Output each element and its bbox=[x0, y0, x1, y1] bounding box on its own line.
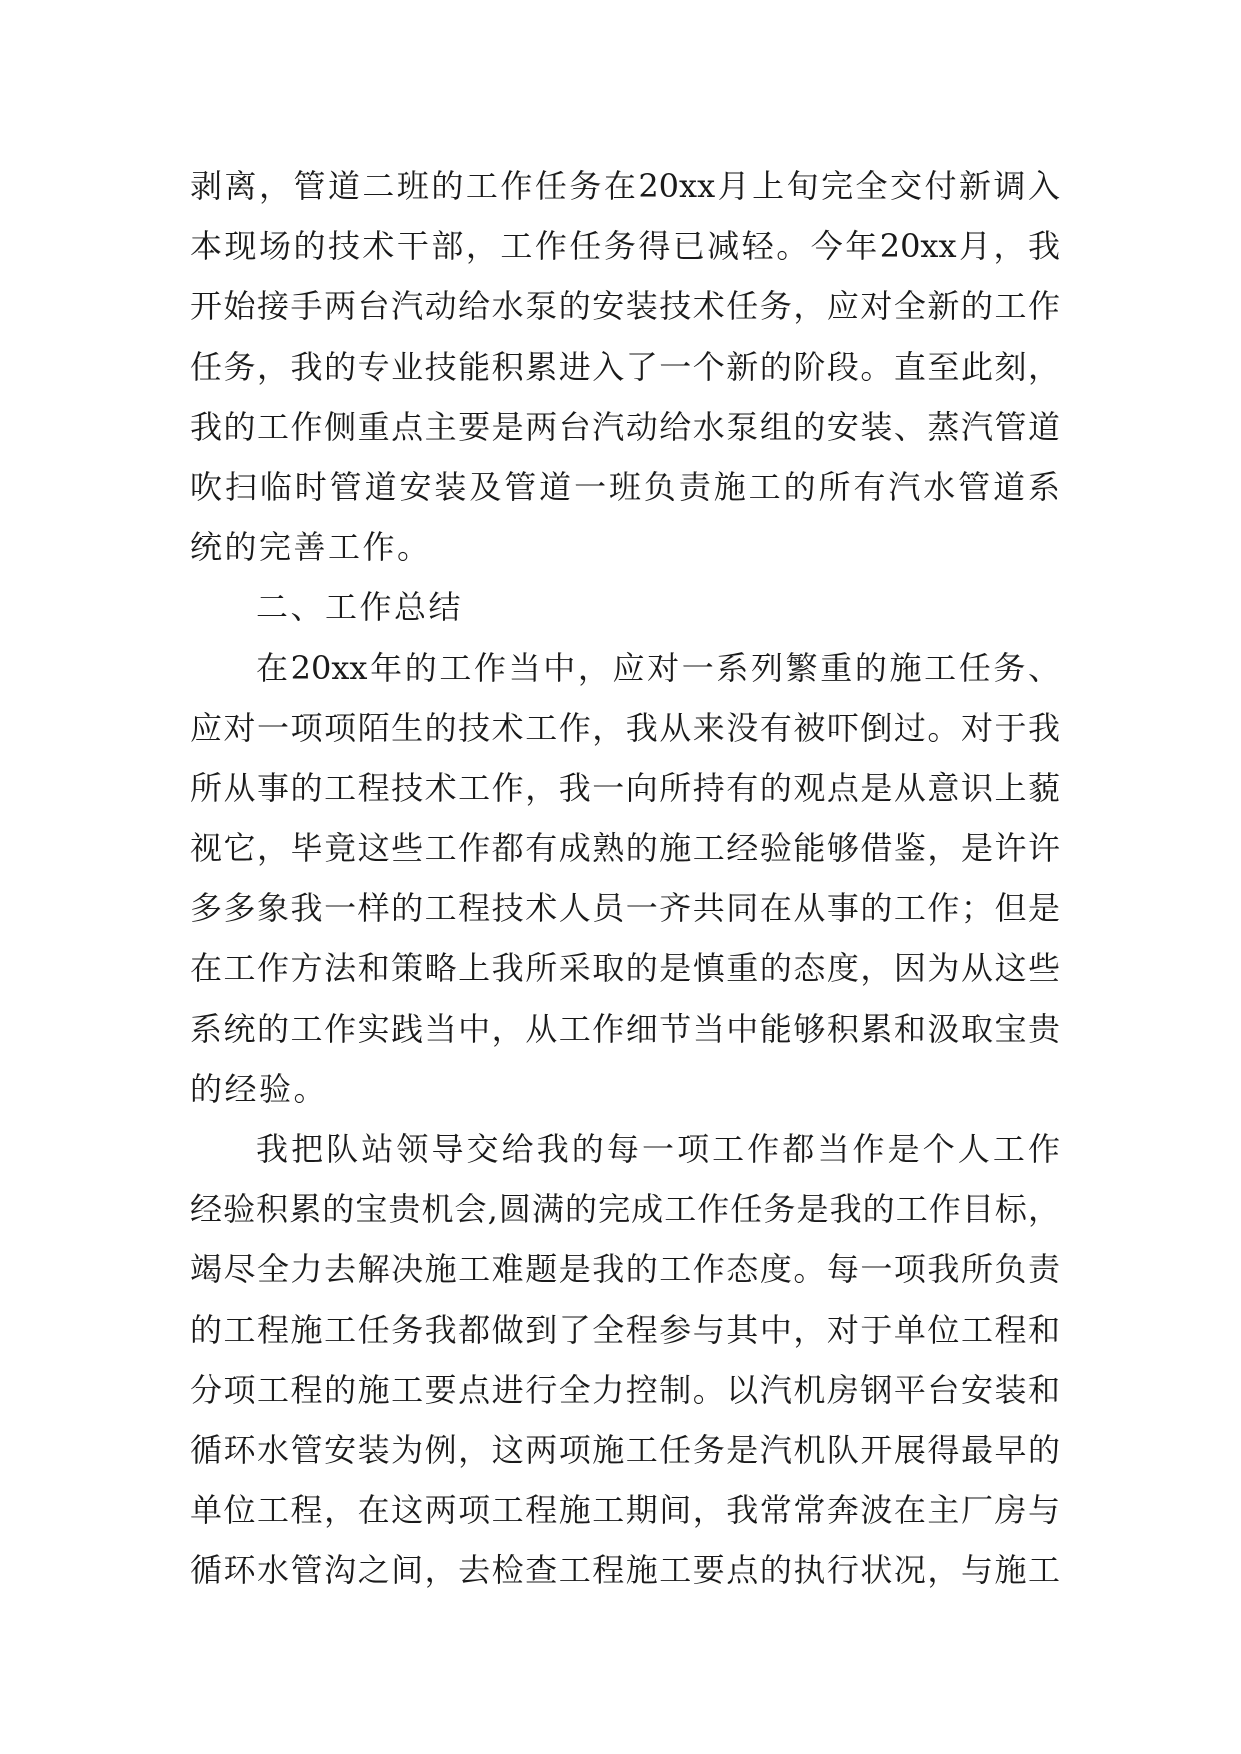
text-line-20: 的工程施工任务我都做到了全程参与其中，对于单位工程和 bbox=[190, 1310, 1060, 1349]
text-line-10: 应对一项项陌生的技术工作，我从来没有被吓倒过。对于我 bbox=[190, 708, 1060, 747]
text-line-21: 分项工程的施工要点进行全力控制。以汽机房钢平台安装和 bbox=[190, 1370, 1060, 1409]
text-line-15: 系统的工作实践当中，从工作细节当中能够积累和汲取宝贵 bbox=[190, 1009, 1060, 1048]
text-line-17: 我把队站领导交给我的每一项工作都当作是个人工作 bbox=[256, 1130, 1060, 1168]
text-line-18: 经验积累的宝贵机会,圆满的完成工作任务是我的工作目标， bbox=[190, 1190, 1060, 1229]
text-line-3: 开始接手两台汽动给水泵的安装技术任务，应对全新的工作 bbox=[190, 287, 1060, 326]
text-line-2: 本现场的技术干部，工作任务得已减轻。今年20xx月，我 bbox=[190, 227, 1060, 266]
text-line-12: 视它，毕竟这些工作都有成熟的施工经验能够借鉴，是许许 bbox=[190, 829, 1060, 868]
text-line-14: 在工作方法和策略上我所采取的是慎重的态度，因为从这些 bbox=[190, 949, 1060, 988]
text-line-11: 所从事的工程技术工作，我一向所持有的观点是从意识上藐 bbox=[190, 768, 1060, 807]
text-line-4: 任务，我的专业技能积累进入了一个新的阶段。直至此刻， bbox=[190, 347, 1060, 386]
text-line-13: 多多象我一样的工程技术人员一齐共同在从事的工作；但是 bbox=[190, 889, 1060, 928]
section-heading: 二、工作总结 bbox=[256, 588, 464, 627]
text-line-23: 单位工程，在这两项工程施工期间，我常常奔波在主厂房与 bbox=[190, 1491, 1060, 1530]
text-line-7: 统的完善工作。 bbox=[190, 528, 432, 567]
document-body bbox=[190, 156, 1060, 1601]
text-line-1: 剥离，管道二班的工作任务在20xx月上旬完全交付新调入 bbox=[190, 167, 1060, 205]
text-line-9: 在20xx年的工作当中，应对一系列繁重的施工任务、 bbox=[256, 648, 1060, 687]
text-line-6: 吹扫临时管道安装及管道一班负责施工的所有汽水管道系 bbox=[190, 467, 1060, 506]
text-line-5: 我的工作侧重点主要是两台汽动给水泵组的安装、蒸汽管道 bbox=[190, 407, 1060, 446]
text-line-19: 竭尽全力去解决施工难题是我的工作态度。每一项我所负责 bbox=[190, 1250, 1060, 1289]
text-line-24: 循环水管沟之间，去检查工程施工要点的执行状况，与施工 bbox=[190, 1551, 1060, 1590]
text-line-22: 循环水管安装为例，这两项施工任务是汽机队开展得最早的 bbox=[190, 1430, 1060, 1469]
text-line-16: 的经验。 bbox=[190, 1069, 329, 1108]
